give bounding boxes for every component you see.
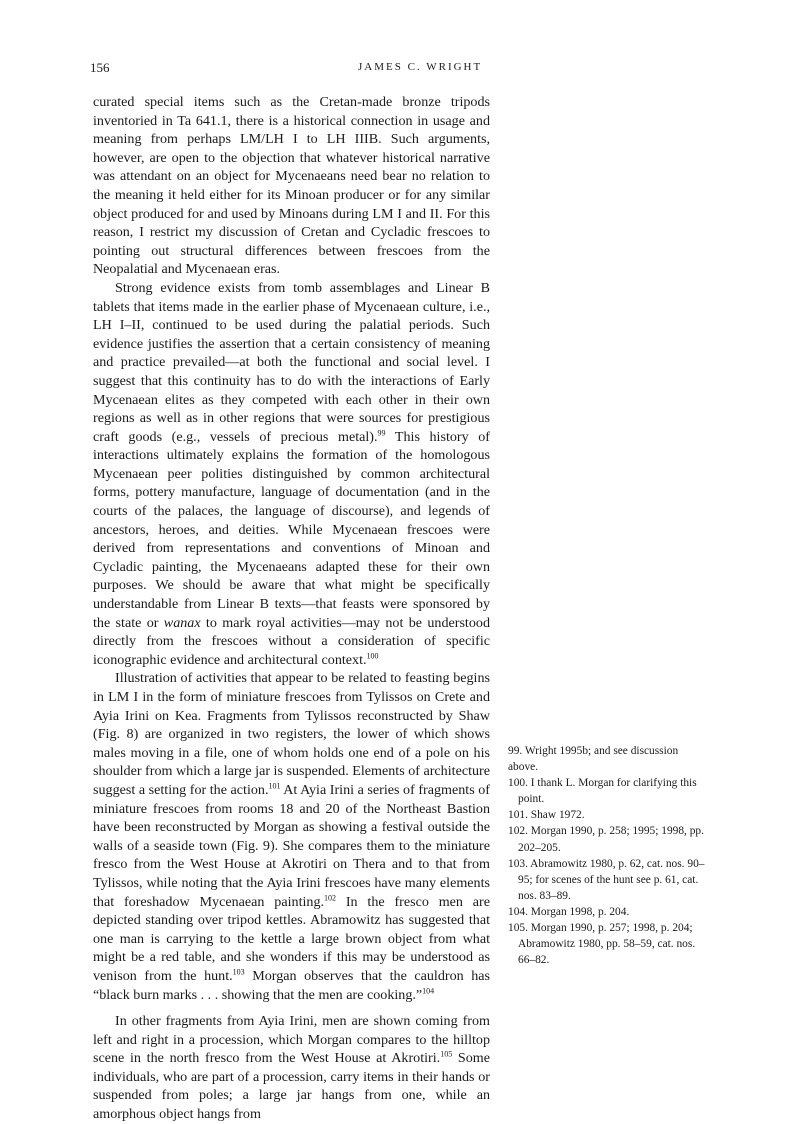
footnote-ref-99[interactable]: 99 (377, 428, 386, 437)
footnote-ref-105[interactable]: 105 (440, 1049, 453, 1059)
paragraph-4 (93, 1012, 490, 1124)
footnote-101: 101. Shaw 1972. (508, 809, 585, 822)
running-header-author: JAMES C. WRIGHT (358, 61, 483, 73)
footnote-ref-101[interactable]: 101 (268, 781, 281, 791)
paragraph-2 (93, 279, 490, 669)
footnotes-column (508, 743, 706, 968)
paragraph-3-text-b: At Ayia Irini a series of fragments of miniature frescoes from rooms 18 and 20 of the Northeast Bastion have been reconstructed by Morgan as showing a festival outside the walls of a seaside town (Fig. 9). She compares them to the miniature fresco from the West House at Akrotiri on Thera and to that from Tylissos, while noting that the Ayia Irini frescoes have many elements that foreshadow Mycenaean painting. (93, 781, 490, 910)
paragraph-3-text-d: Morgan observes that the cauldron has “black burn marks . . . showing that the men are cooking.” (93, 967, 490, 1003)
paragraph-3-text-c: In the fresco men are depicted standing over tripod kettles. Abramowitz has suggested that one man is carrying to the kettle a large brown object from what might be a red table, and she wonders if this may be understood as venison from the hunt. (93, 893, 490, 984)
footnote-99: 99. Wright 1995b; and see discussion above. (508, 745, 679, 774)
footnote-105: 105. Morgan 1990, p. 257; 1998, p. 204; Abramowitz 1980, pp. 58–59, cat. nos. 66–82. (508, 922, 696, 967)
paragraph-1: curated special items such as the Cretan-made bronze tripods inventoried in Ta 641.1, there is a historical connection in usage and meaning from perhaps LM/LH I to LH IIIB. Such arguments, however, are open to the objection that whatever historical narrative was attendant on an object for Mycenaeans need bear no relation to the meaning it held either for its Minoan producer or for any similar object produced for and used by Minoans during LM I and II. For this reason, I restrict my discussion of Cretan and Cycladic frescoes to pointing out structural differences between frescoes from the Neopalatial and Mycenaean eras. (93, 94, 490, 278)
page-number: 156 (90, 60, 110, 75)
paragraph-4-text-a: In other fragments from Ayia Irini, men are shown coming from left and right in a procession, which Morgan compares to the hilltop scene in the north fresco from the West House at Akrotiri. (93, 1013, 490, 1067)
paragraph-2-wanax: wanax (163, 614, 201, 631)
paragraph-2-text-c: to mark royal activities—may not be understood directly from the frescoes without a consideration of specific iconographic evidence and architectural context. (93, 614, 490, 668)
footnote-ref-103[interactable]: 103 (232, 967, 245, 977)
footnote-ref-100[interactable]: 100 (366, 651, 379, 661)
paragraph-2-text-b: This history of interactions ultimately explains the formation of the homologous Mycenaean peer polities distinguished by common architectural forms, pottery manufacture, language of documentation (and in the courts of the palaces, the language of discourse), and legends of ancestors, heroes, and deities. While Mycenaean frescoes were derived from representations and conventions of Minoan and Cycladic painting, the Mycenaeans adapted these for their own purposes. We should be aware that what might be specifically understandable from Linear B texts—that feasts were sponsored by the state or (93, 428, 490, 631)
paragraph-4-text-b: Some individuals, who are part of a procession, carry items in their hands or suspended from poles; a large jar hangs from one, while an amorphous object hangs from (93, 1050, 490, 1123)
footnote-100: 100. I thank L. Morgan for clarifying this point. (508, 777, 697, 806)
footnote-103: 103. Abramowitz 1980, p. 62, cat. nos. 90–95; for scenes of the hunt see p. 61, cat. nos. 83–89. (508, 857, 705, 902)
main-text-column (93, 93, 490, 1124)
footnote-ref-104[interactable]: 104 (422, 985, 435, 995)
footnote-104: 104. Morgan 1998, p. 204. (508, 905, 630, 918)
paragraph-3 (93, 669, 490, 1004)
paragraph-3-text-a: Illustration of activities that appear to be related to feasting begins in LM I in the form of miniature frescoes from Tylissos on Crete and Ayia Irini on Kea. Fragments from Tylissos reconstructed by Shaw (Fig. 8) are organized in two registers, the lower of which shows males moving in a file, one of whom holds one end of a pole on his shoulder from which a large jar is suspended. Elements of architecture suggest a setting for the action. (93, 670, 490, 798)
footnote-102: 102. Morgan 1990, p. 258; 1995; 1998, pp. 202–205. (508, 825, 704, 854)
paragraph-2-text-a: Strong evidence exists from tomb assemblages and Linear B tablets that items made in the earlier phase of Mycenaean culture, i.e., LH I–II, continued to be used during the palatial periods. Such evidence justifies the assertion that a certain consistency of meaning and practice prevailed—at both the functional and social level. I suggest that this continuity has to do with the interactions of Early Mycenaean elites as they competed with each other in their own regions as well as in other regions that were sources for prestigious craft goods (e.g., vessels of precious metal). (93, 279, 490, 445)
footnote-ref-102[interactable]: 102 (324, 892, 337, 902)
